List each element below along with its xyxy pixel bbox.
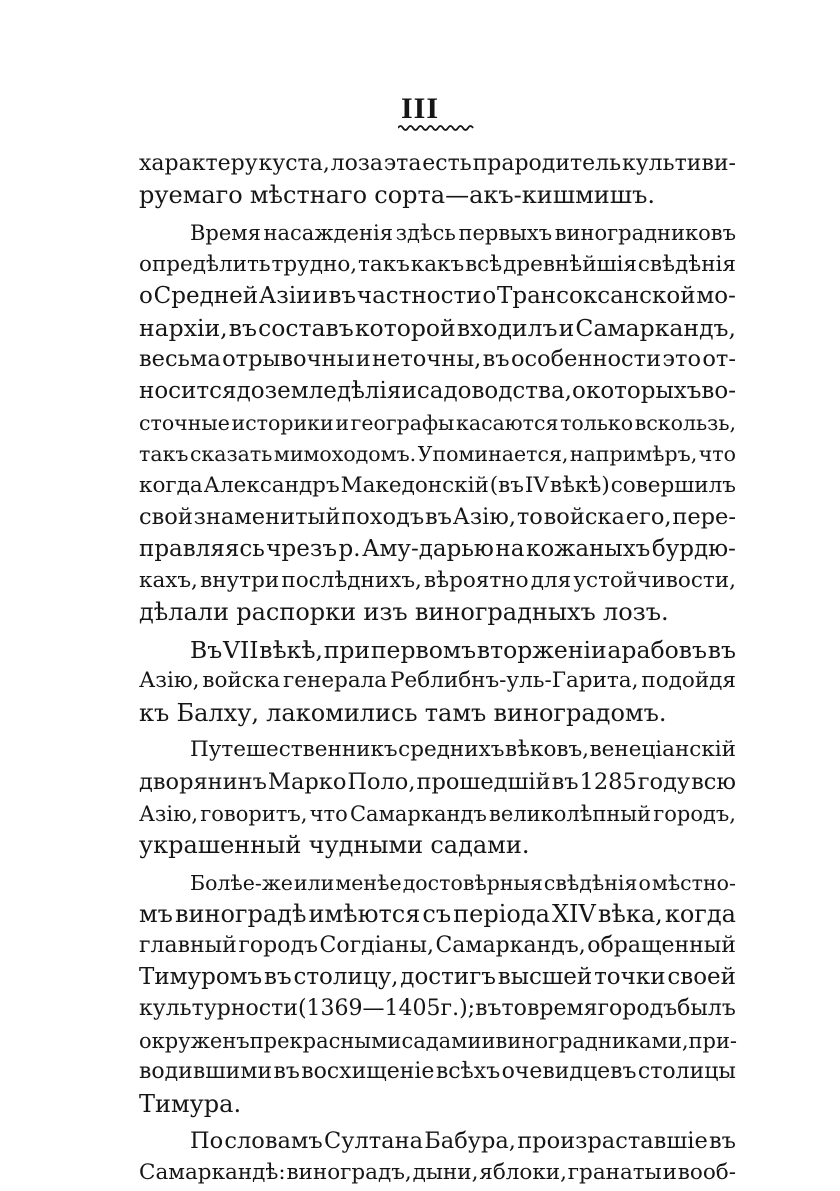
- word: носится: [139, 377, 237, 404]
- word: касаются: [456, 410, 559, 435]
- word: XIV: [551, 900, 596, 929]
- word: чудными: [308, 831, 424, 860]
- word: о: [572, 377, 586, 404]
- text-line: [139, 1056, 736, 1088]
- word: пере-: [672, 504, 736, 531]
- text-line: [139, 993, 736, 1025]
- word: только: [560, 410, 634, 435]
- word: Реблибнъ-уль-Гарита,: [390, 668, 639, 694]
- text-line: [139, 697, 736, 729]
- word: древнѣйшія: [503, 251, 637, 277]
- word: знаменитый: [193, 504, 341, 531]
- word: VII: [222, 635, 259, 664]
- text-line: [190, 634, 736, 666]
- word: садами: [401, 1028, 482, 1053]
- word: какъ: [410, 251, 465, 277]
- word: свѣдѣнія: [543, 870, 638, 895]
- word: или: [293, 870, 335, 895]
- word: при: [323, 635, 371, 664]
- word: до: [236, 377, 265, 404]
- word: венеціанскій: [589, 737, 736, 763]
- word: восхищеніе: [301, 1059, 435, 1085]
- word: достигъ: [400, 964, 496, 991]
- word: устойчивости,: [573, 567, 736, 593]
- word: и: [355, 346, 371, 373]
- word: Средней: [153, 283, 259, 310]
- word: окруженъ: [139, 1028, 250, 1053]
- word: сказать: [189, 442, 273, 467]
- word: столицу,: [293, 964, 399, 991]
- word: къ: [139, 698, 170, 727]
- word: съ: [422, 900, 452, 929]
- text-line: [139, 930, 736, 962]
- word: которой: [354, 313, 456, 342]
- text-line: [190, 734, 736, 766]
- word: среднихъ: [398, 737, 505, 763]
- page-number: III: [400, 92, 440, 125]
- word: въ: [551, 768, 579, 795]
- text-line: [139, 312, 736, 344]
- text-line: [139, 1088, 736, 1120]
- word: которыхъ: [585, 377, 702, 404]
- word: р.: [338, 535, 361, 562]
- word: отрывочны: [222, 346, 355, 373]
- word: при-: [688, 1028, 738, 1053]
- word: что: [698, 442, 736, 467]
- word: мъ: [139, 900, 173, 929]
- word: дѣлали: [139, 598, 230, 627]
- page-header: [0, 92, 840, 126]
- word: высшей: [497, 964, 593, 991]
- word: земледѣлія: [264, 377, 402, 404]
- word: Трансоксанской: [497, 283, 696, 310]
- word: Марко: [267, 768, 347, 795]
- word: словамъ: [224, 1128, 323, 1155]
- word: сточные: [139, 410, 230, 435]
- word: прекрасными: [249, 1028, 402, 1053]
- text-line: [139, 470, 736, 502]
- word: нархіи,: [139, 313, 228, 342]
- word: для: [530, 567, 572, 593]
- word: то: [501, 996, 527, 1022]
- word: виноградомъ.: [493, 698, 667, 727]
- word: вооб-: [677, 1160, 736, 1185]
- word: насажденія: [263, 221, 393, 245]
- word: городъ: [238, 932, 318, 958]
- word: говоритъ,: [200, 801, 308, 826]
- word: Самаркандъ,: [435, 932, 586, 958]
- word: достовѣрныя: [402, 870, 543, 895]
- word: садоводства,: [416, 377, 572, 404]
- word: водившими: [139, 1059, 273, 1085]
- word: Тимуромъ: [139, 964, 263, 991]
- word: такъ: [139, 442, 189, 467]
- word: 1285: [579, 768, 637, 795]
- word: когда: [139, 472, 203, 498]
- word: послѣднихъ,: [281, 567, 422, 593]
- word: время: [526, 996, 598, 1022]
- word: году: [637, 768, 691, 795]
- word: и: [481, 1028, 496, 1053]
- word: своей: [667, 964, 736, 991]
- text-line: [139, 179, 736, 211]
- word: и: [662, 1160, 677, 1185]
- word: въ: [425, 504, 452, 531]
- word: столицы: [637, 1059, 736, 1085]
- word: кожаныхъ: [525, 535, 651, 562]
- word: эта: [383, 150, 422, 176]
- word: особенности: [510, 346, 662, 373]
- word: въ: [228, 313, 257, 342]
- text-line: [139, 798, 736, 830]
- word: Самаркандъ,: [575, 313, 736, 342]
- text-line: [139, 1025, 736, 1057]
- word: всѣхъ: [435, 1059, 501, 1085]
- text-line: [139, 438, 736, 470]
- text-line: [139, 501, 736, 533]
- word: главный: [139, 932, 237, 958]
- word: былъ: [677, 996, 736, 1022]
- text-line: [190, 867, 736, 899]
- word: виноградѣ: [174, 900, 307, 929]
- word: Время: [190, 221, 261, 245]
- word: виноградъ,: [286, 1160, 412, 1185]
- text-line: [139, 766, 736, 798]
- word: Азію,: [452, 504, 517, 531]
- word: очевидцевъ: [501, 1059, 637, 1085]
- word: внутри: [200, 567, 280, 593]
- word: произраставшіе: [517, 1128, 708, 1155]
- word: точки: [594, 964, 666, 991]
- word: такъ: [358, 251, 410, 277]
- word: и: [401, 377, 417, 404]
- word: въ: [475, 996, 502, 1022]
- word: подойдя: [641, 668, 736, 694]
- word: правляясь: [139, 535, 265, 562]
- word: чрезъ: [266, 535, 337, 562]
- text-line: [139, 343, 736, 375]
- word: всѣ: [465, 251, 503, 277]
- word: о: [482, 283, 497, 310]
- word: IV: [524, 472, 549, 498]
- word: Балху,: [176, 698, 259, 727]
- word: и: [312, 283, 328, 310]
- word: совершилъ: [610, 472, 736, 498]
- word: свѣдѣнія: [637, 251, 736, 277]
- word: лоза: [330, 150, 383, 176]
- word: (1369—1405: [297, 996, 441, 1022]
- text-line: [139, 596, 736, 628]
- word: въ: [264, 964, 292, 991]
- word: лакомились: [266, 698, 418, 727]
- text-line: [139, 565, 736, 597]
- word: Македонскій: [340, 472, 489, 498]
- word: гранаты: [567, 1160, 662, 1185]
- word: что: [309, 801, 348, 826]
- word: тамъ: [424, 698, 487, 727]
- word: культиви-: [621, 150, 736, 176]
- text-line: [139, 375, 736, 407]
- word: о: [638, 870, 651, 895]
- word: Александръ: [203, 472, 340, 498]
- word: лозъ.: [602, 598, 669, 627]
- word: распорки: [236, 598, 357, 627]
- word: городъ: [597, 996, 678, 1022]
- word: По: [190, 1128, 224, 1155]
- word: руемаго: [139, 181, 243, 210]
- word: на: [495, 535, 525, 562]
- text-line: [139, 280, 736, 312]
- word: войска: [543, 504, 625, 531]
- word: напримѣръ,: [569, 442, 698, 467]
- word: о: [139, 283, 153, 310]
- word: вѣка,: [597, 900, 663, 929]
- word: во-: [701, 377, 736, 404]
- word: есть: [422, 150, 472, 176]
- word: обращенный: [587, 932, 736, 958]
- word: Согдіаны,: [319, 932, 434, 958]
- word: от-: [702, 346, 736, 373]
- word: характеру: [139, 150, 258, 176]
- word: частности: [356, 283, 482, 310]
- word: трудно,: [271, 251, 358, 277]
- word: опредѣлить: [139, 251, 271, 277]
- word: въ: [328, 283, 357, 310]
- word: вторженіи: [476, 635, 607, 664]
- text-line: [139, 533, 736, 565]
- text-line: [139, 829, 736, 861]
- text-line: [139, 249, 736, 281]
- word: здѣсь: [395, 221, 456, 245]
- word: вѣковъ,: [504, 737, 590, 763]
- word: историки: [231, 410, 334, 435]
- word: Султана: [323, 1128, 424, 1155]
- word: его,: [625, 504, 672, 531]
- word: Самаркандъ: [349, 801, 487, 826]
- word: садами.: [430, 831, 530, 860]
- word: Упоминается,: [417, 442, 569, 467]
- word: мимоходомъ.: [273, 442, 417, 467]
- word: въ: [273, 1059, 300, 1085]
- word: первыхъ: [458, 221, 553, 245]
- word: вскользь,: [634, 410, 736, 435]
- word: географы: [350, 410, 455, 435]
- text-line: [190, 217, 736, 249]
- word: культурности: [139, 996, 298, 1022]
- word: куста,: [258, 150, 330, 176]
- text-line: [190, 1125, 736, 1157]
- text-line: [139, 407, 736, 439]
- text-line: [139, 961, 736, 993]
- word: входилъ: [456, 313, 558, 342]
- word: войска: [202, 668, 281, 694]
- word: виноградныхъ: [414, 598, 596, 627]
- word: Азію,: [139, 801, 199, 826]
- word: вѣкѣ): [549, 472, 610, 498]
- word: Азіи: [258, 283, 312, 310]
- word: вѣкѣ,: [259, 635, 324, 664]
- word: въ: [707, 635, 736, 664]
- word: бурдю-: [651, 535, 736, 562]
- word: походъ: [341, 504, 425, 531]
- word: Поло,: [347, 768, 416, 795]
- word: менѣе: [335, 870, 402, 895]
- word: Путешественникъ: [190, 737, 398, 763]
- word: когда: [664, 900, 736, 929]
- word: и: [335, 410, 349, 435]
- word: мѣстнаго: [249, 181, 368, 210]
- word: изъ: [363, 598, 408, 627]
- word: генерала: [283, 668, 388, 694]
- word: Въ: [190, 635, 223, 664]
- word: Тимура.: [139, 1089, 242, 1118]
- word: это: [662, 346, 702, 373]
- word: прошедшій: [416, 768, 551, 795]
- word: дыни,: [412, 1160, 479, 1185]
- word: виноградниковъ: [554, 221, 736, 245]
- word: виноградниками,: [495, 1028, 689, 1053]
- word: украшенный: [139, 831, 302, 860]
- word: мо-: [696, 283, 736, 310]
- text-line: [139, 148, 736, 180]
- word: то: [516, 504, 543, 531]
- text-line: [139, 1157, 736, 1189]
- word: Болѣе-же: [190, 870, 293, 895]
- wavy-rule-ornament: [398, 124, 474, 132]
- word: всю: [691, 768, 736, 795]
- word: и: [558, 313, 575, 342]
- word: Самаркандѣ:: [139, 1160, 286, 1185]
- word: Азію,: [139, 668, 200, 694]
- word: въ: [482, 346, 510, 373]
- text-line: [139, 898, 736, 930]
- word: дворянинъ: [139, 768, 267, 795]
- word: кахъ,: [139, 567, 198, 593]
- word: имѣются: [308, 900, 421, 929]
- word: Бабура,: [424, 1128, 516, 1155]
- word: городъ,: [653, 801, 736, 826]
- word: прародитель: [472, 150, 622, 176]
- word: (въ: [489, 472, 524, 498]
- word: вѣроятно: [424, 567, 529, 593]
- word: сорта—акъ-кишмишъ.: [374, 181, 655, 210]
- text-line: [139, 665, 736, 697]
- word: яблоки,: [479, 1160, 567, 1185]
- word: мѣстно-: [651, 870, 736, 895]
- word: свой: [139, 504, 193, 531]
- word: неточны,: [372, 346, 482, 373]
- word: составъ: [258, 313, 354, 342]
- word: въ: [709, 1128, 736, 1155]
- word: арабовъ: [607, 635, 707, 664]
- word: г.);: [440, 996, 476, 1022]
- word: періода: [453, 900, 550, 929]
- word: первомъ: [370, 635, 477, 664]
- word: весьма: [139, 346, 221, 373]
- word: великолѣпный: [489, 801, 652, 826]
- word: Аму-дарью: [362, 535, 494, 562]
